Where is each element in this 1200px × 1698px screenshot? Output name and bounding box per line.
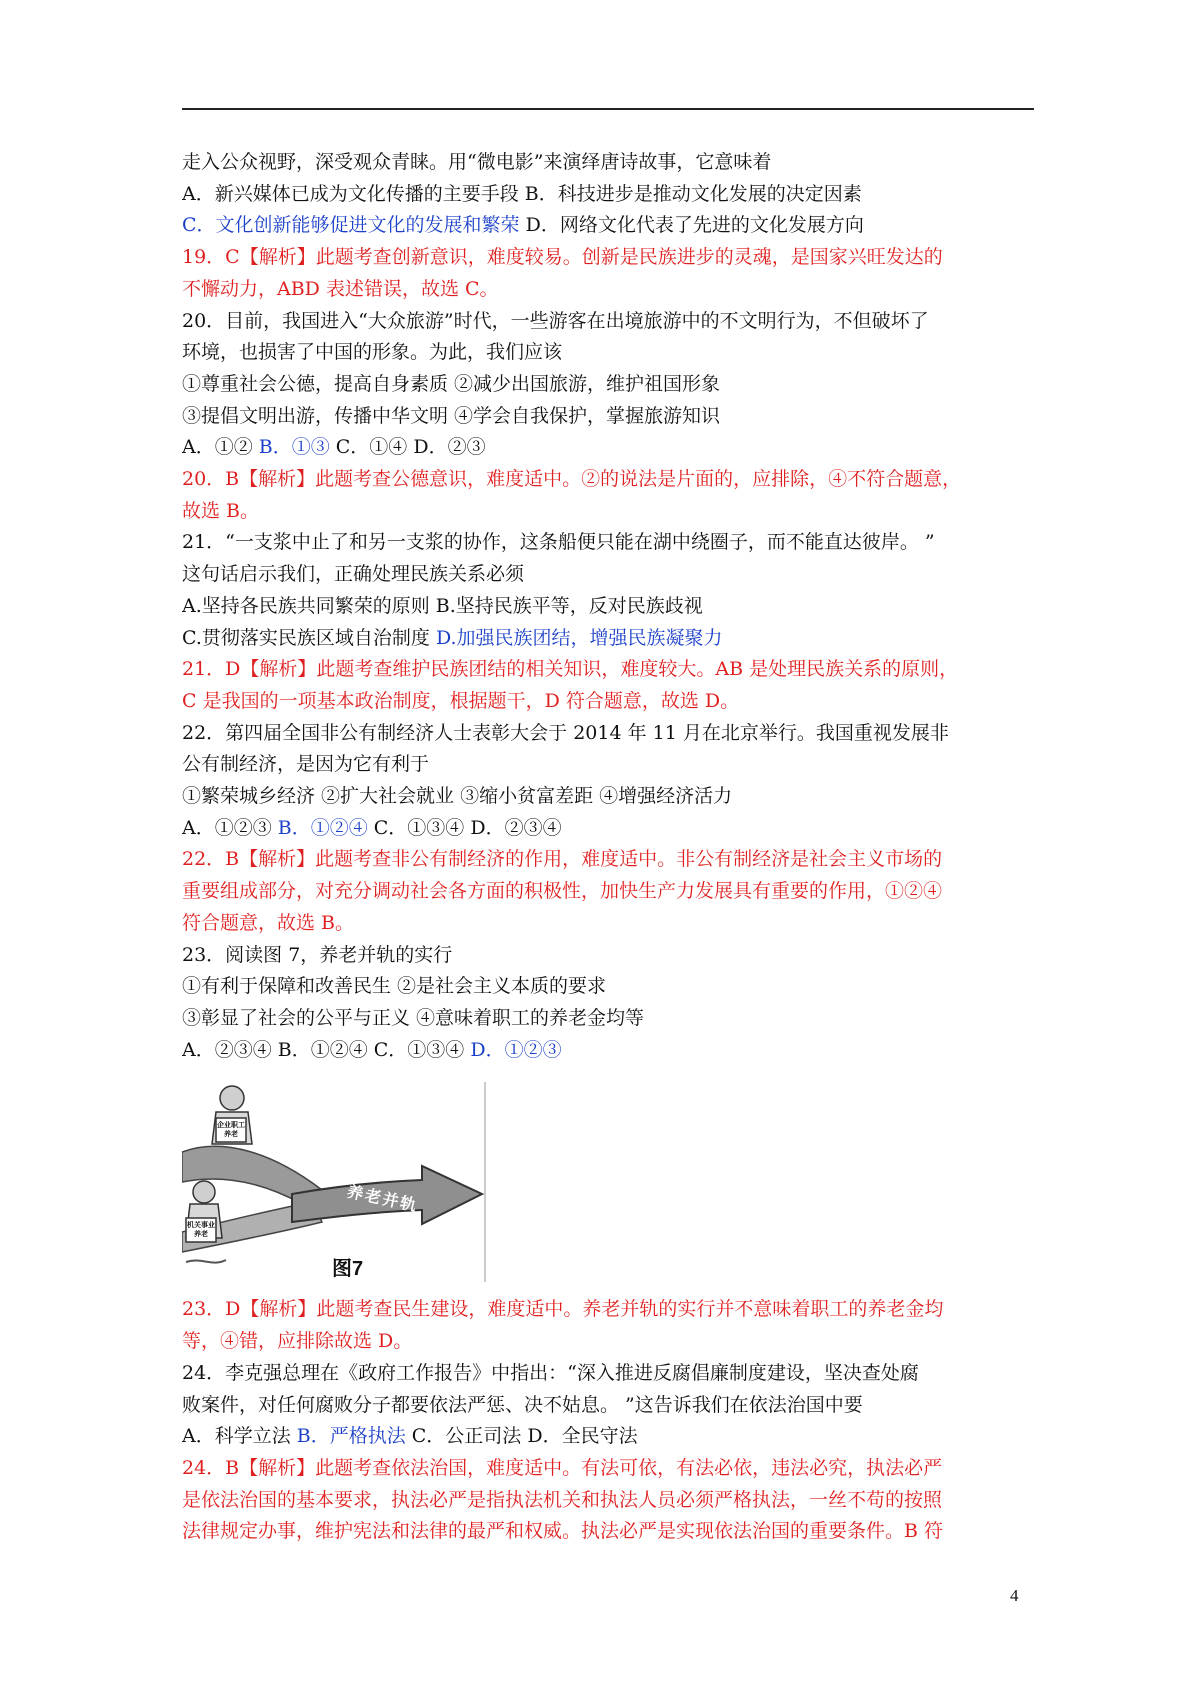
question-text: 23．阅读图 7，养老并轨的实行 [182, 943, 453, 966]
text-line [182, 940, 1034, 972]
question-text: ①尊重社会公德，提高自身素质 ②减少出国旅游，维护祖国形象 [182, 372, 721, 395]
question-text: 公有制经济，是因为它有利于 [182, 753, 430, 776]
text-line [182, 1516, 1034, 1548]
answer-highlight: B．严格执法 [296, 1425, 406, 1448]
question-text: 走入公众视野，深受观众青睐。用“微电影”来演绎唐诗故事，它意味着 [182, 151, 772, 173]
text-line [182, 1035, 1034, 1067]
analysis-text: 是依法治国的基本要求，执法必严是指执法机关和执法人员必须严格执法，一丝不苟的按照 [182, 1488, 943, 1511]
text-line [182, 210, 1034, 242]
text-line [182, 1358, 1034, 1390]
text-line [182, 147, 1034, 179]
question-text: 这句话启示我们，正确处理民族关系必须 [182, 563, 525, 586]
text-line [182, 844, 1034, 876]
text-line [182, 908, 1034, 940]
text-line [182, 623, 1034, 655]
analysis-text: 22．B【解析】此题考查非公有制经济的作用，难度适中。非公有制经济是社会主义市场的 [182, 848, 943, 871]
text-line [182, 1421, 1034, 1453]
question-block-after-figure [182, 1294, 1034, 1548]
analysis-text: 21．D【解析】此题考查维护民族团结的相关知识，难度较大。AB 是处理民族关系的原则， [182, 658, 959, 681]
question-text: A．新兴媒体已成为文化传播的主要手段 B．科技进步是推动文化发展的决定因素 [182, 182, 862, 205]
analysis-text: 故选 B。 [182, 499, 260, 522]
text-line [182, 876, 1034, 908]
text-line [182, 749, 1034, 781]
answer-highlight: D．①②③ [470, 1038, 562, 1061]
analysis-text: C 是我国的一项基本政治制度，根据题干，D 符合题意，故选 D。 [182, 689, 740, 712]
text-line [182, 1453, 1034, 1485]
answer-highlight: D.加强民族团结，增强民族凝聚力 [435, 626, 723, 649]
figure-sign-bottom: 机关事业养老 [187, 1220, 215, 1239]
analysis-text: 不懈动力，ABD 表述错误，故选 C。 [182, 277, 499, 300]
analysis-text: 23．D【解析】此题考查民生建设，难度适中。养老并轨的实行并不意味着职工的养老金均 [182, 1298, 944, 1321]
answer-highlight: B．①②④ [277, 816, 368, 839]
analysis-text: 24．B【解析】此题考查依法治国，难度适中。有法可依，有法必依，违法必究，执法必严 [182, 1456, 943, 1479]
figure-caption: 图7 [332, 1258, 364, 1281]
text-line [182, 559, 1034, 591]
analysis-text: 19．C【解析】此题考查创新意识，难度较易。创新是民族进步的灵魂，是国家兴旺发达的 [182, 246, 943, 269]
text-line [182, 242, 1034, 274]
question-text: 环境，也损害了中国的形象。为此，我们应该 [182, 341, 563, 364]
page-number: 4 [1010, 1586, 1019, 1605]
text-line [182, 1326, 1034, 1358]
header-rule [182, 108, 1034, 110]
answer-highlight: B．①③ [258, 436, 330, 459]
question-text: C．①④ D．②③ [329, 436, 486, 459]
text-line [182, 496, 1034, 528]
question-text: A．①② [182, 436, 259, 459]
question-text: C．公正司法 D．全民守法 [405, 1425, 638, 1448]
question-text: 20．目前，我国进入“大众旅游”时代，一些游客在出境旅游中的不文明行为，不但破坏了 [182, 309, 929, 332]
text-line [182, 1390, 1034, 1422]
text-line [182, 432, 1034, 464]
text-line [182, 464, 1034, 496]
text-line [182, 306, 1034, 338]
question-text: A．①②③ [182, 816, 278, 839]
text-line [182, 527, 1034, 559]
text-line [182, 591, 1034, 623]
text-line [182, 654, 1034, 686]
analysis-text: 法律规定办事，维护宪法和法律的最严和权威。执法必严是实现依法治国的重要条件。B 符 [182, 1520, 944, 1543]
question-text: 22．第四届全国非公有制经济人士表彰大会于 2014 年 11 月在北京举行。我国重视发展非 [182, 721, 949, 744]
question-text: D．网络文化代表了先进的文化发展方向 [519, 214, 864, 237]
analysis-text: 重要组成部分，对充分调动社会各方面的积极性，加快生产力发展具有重要的作用，①②④ [182, 880, 943, 903]
question-text: 败案件，对任何腐败分子都要依法严惩、决不姑息。 ”这告诉我们在依法治国中要 [182, 1393, 863, 1416]
text-line [182, 1485, 1034, 1517]
text-line [182, 813, 1034, 845]
question-text: ①繁荣城乡经济 ②扩大社会就业 ③缩小贫富差距 ④增强经济活力 [182, 785, 733, 808]
text-line [182, 1294, 1034, 1326]
question-text: A．科学立法 [182, 1425, 297, 1448]
question-text: ③彰显了社会的公平与正义 ④意味着职工的养老金均等 [182, 1006, 645, 1029]
text-line [182, 1003, 1034, 1035]
text-line [182, 781, 1034, 813]
analysis-text: 等，④错，应排除故选 D。 [182, 1330, 413, 1353]
text-line [182, 686, 1034, 718]
figure-banner-text: 养老并轨 [345, 1182, 420, 1216]
question-text: A．②③④ B．①②④ C．①③④ [182, 1038, 471, 1061]
question-text: C.贯彻落实民族区域自治制度 [182, 626, 436, 649]
figure-7-image [182, 1082, 490, 1282]
question-block-before-figure [182, 147, 1034, 1066]
question-text: ①有利于保障和改善民生 ②是社会主义本质的要求 [182, 975, 607, 998]
page-body [182, 147, 1034, 1548]
text-line [182, 274, 1034, 306]
text-line [182, 971, 1034, 1003]
text-line [182, 369, 1034, 401]
text-line [182, 337, 1034, 369]
question-text: ③提倡文明出游，传播中华文明 ④学会自我保护，掌握旅游知识 [182, 404, 721, 427]
question-text: A.坚持各民族共同繁荣的原则 B.坚持民族平等，反对民族歧视 [182, 594, 703, 617]
text-line [182, 179, 1034, 211]
answer-highlight: C．文化创新能够促进文化的发展和繁荣 [182, 214, 520, 237]
question-text: 21．“一支浆中止了和另一支浆的协作，这条船便只能在湖中绕圈子，而不能直达彼岸。 ” [182, 531, 935, 554]
text-line [182, 401, 1034, 433]
figure-sign-top: 企业职工养老 [217, 1120, 245, 1139]
text-line [182, 718, 1034, 750]
analysis-text: 20．B【解析】此题考查公德意识，难度适中。②的说法是片面的，应排除，④不符合题意， [182, 468, 962, 491]
analysis-text: 符合题意，故选 B。 [182, 911, 355, 934]
question-text: C．①③④ D．②③④ [367, 816, 562, 839]
question-text: 24．李克强总理在《政府工作报告》中指出：“深入推进反腐倡廉制度建设，坚决查处腐 [182, 1361, 919, 1384]
